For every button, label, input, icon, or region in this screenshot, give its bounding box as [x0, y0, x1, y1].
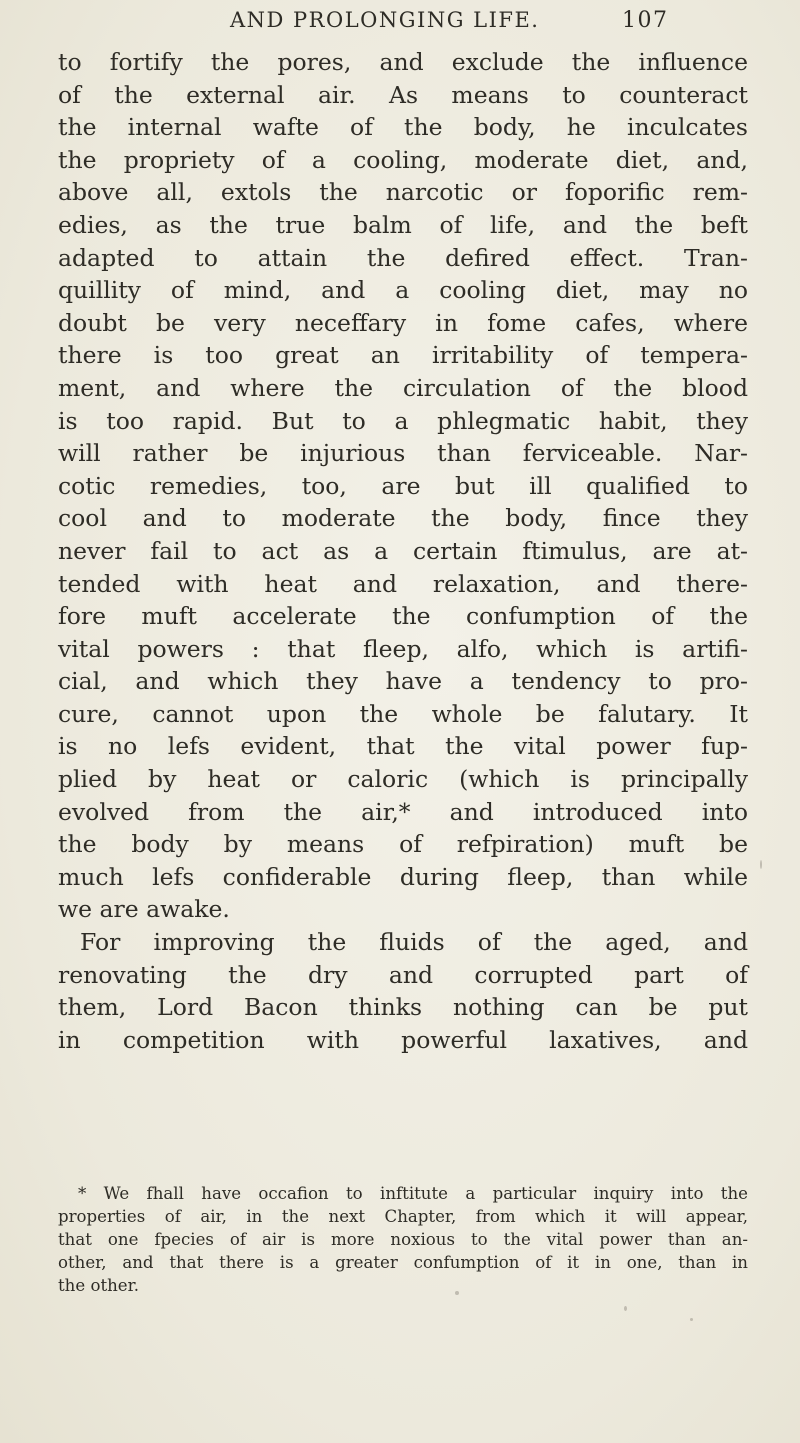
footnote-line: the other.	[58, 1276, 139, 1295]
text-line: adapted to attain the defired effect. Tran-	[58, 243, 748, 272]
text-line: is too rapid. But to a phlegmatic habit, they	[58, 406, 748, 435]
text-line: plied by heat or caloric (which is principally	[58, 765, 748, 794]
text-line: fore muft accelerate the confumption of the	[58, 602, 748, 631]
text-line: the body by means of refpiration) muft be	[58, 830, 748, 859]
text-line: evolved from the air,* and introduced into	[58, 797, 748, 826]
page-number: 107	[622, 8, 669, 33]
footnote-line: * We fhall have occafion to inftitute a particular inquiry into the	[78, 1184, 748, 1203]
paragraph-start-line: For improving the fluids of the aged, and	[80, 928, 748, 957]
text-line: there is too great an irritability of tempera-	[58, 341, 748, 370]
text-line: the propriety of a cooling, moderate diet, and,	[58, 145, 748, 174]
paper-speck	[624, 1306, 627, 1311]
text-line: them, Lord Bacon thinks nothing can be put	[58, 993, 748, 1022]
footnote	[58, 1182, 748, 1297]
paper-speck	[455, 1291, 459, 1295]
paper-speck	[760, 860, 762, 869]
footnote-line: other, and that there is a greater confumption of it in one, than in	[58, 1253, 748, 1272]
text-line: ment, and where the circulation of the blood	[58, 373, 748, 402]
text-line: cure, cannot upon the whole be falutary. It	[58, 699, 748, 728]
text-line: tended with heat and relaxation, and there-	[58, 569, 748, 598]
text-line: in competition with powerful laxatives, and	[58, 1025, 748, 1054]
text-line: cial, and which they have a tendency to pro-	[58, 667, 748, 696]
text-line: the internal wafte of the body, he inculcates	[58, 113, 748, 142]
text-line: above all, extols the narcotic or foporific rem-	[58, 178, 748, 207]
text-line: vital powers : that fleep, alfo, which is artifi-	[58, 634, 748, 663]
text-line: renovating the dry and corrupted part of	[58, 960, 748, 989]
running-head-title: AND PROLONGING LIFE.	[230, 8, 540, 32]
text-line: we are awake.	[58, 895, 230, 924]
text-line: is no lefs evident, that the vital power fup-	[58, 732, 748, 761]
text-line: doubt be very neceffary in fome cafes, where	[58, 308, 748, 337]
text-line: never fail to act as a certain ftimulus, are at-	[58, 536, 748, 565]
footnote-line: properties of air, in the next Chapter, from which it will appear,	[58, 1207, 748, 1226]
text-line: will rather be injurious than ferviceable. Nar-	[58, 439, 748, 468]
paper-speck	[690, 1318, 693, 1321]
body-text	[58, 46, 748, 1056]
text-line: cotic remedies, too, are but ill qualified to	[58, 471, 748, 500]
text-line: quillity of mind, and a cooling diet, may no	[58, 276, 748, 305]
text-line: cool and to moderate the body, fince they	[58, 504, 748, 533]
text-line: of the external air. As means to counteract	[58, 80, 748, 109]
text-line: edies, as the true balm of life, and the beft	[58, 210, 748, 239]
text-line: to fortify the pores, and exclude the influence	[58, 48, 748, 76]
text-line: much lefs confiderable during fleep, than while	[58, 862, 748, 891]
running-head	[230, 8, 670, 32]
footnote-line: that one fpecies of air is more noxious to the vital power than an-	[58, 1230, 748, 1249]
